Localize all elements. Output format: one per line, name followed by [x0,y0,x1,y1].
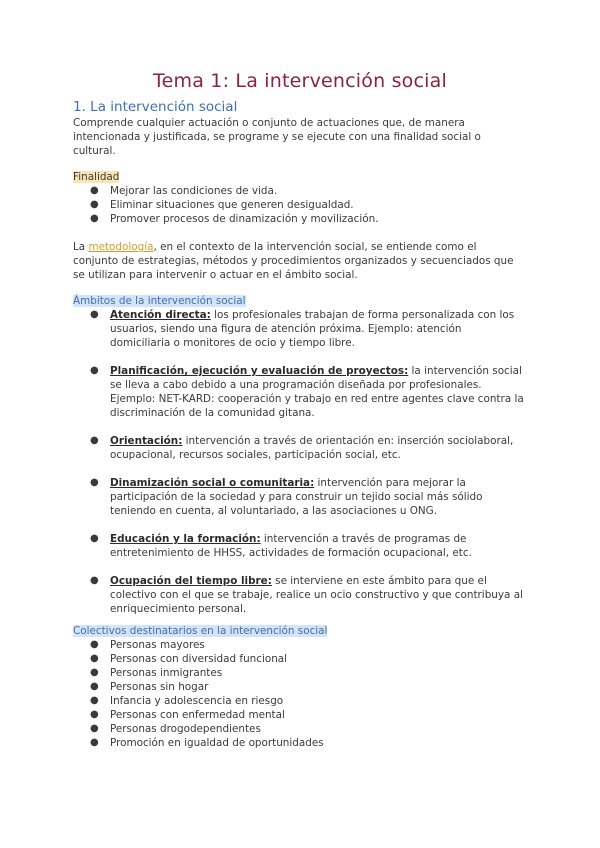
bullet-icon: ● [90,653,99,664]
list-item: ● Personas mayores [90,639,205,651]
list-item: ● Planificación, ejecución y evaluación de proyectos: la intervención social se lleva a cabo debido a una programación diseñada por profesionales. Ejemplo: NET-KARD: cooperación y trabajo en red entre agentes clave contra la discriminación de la comunidad gitana. [90,365,524,419]
bullet-icon: ● [90,681,99,692]
ambitos-label: Ámbitos de la intervención social [73,295,246,307]
list-item: ● Personas drogodependientes [90,723,261,735]
metodologia-paragraph: La metodología, en el contexto de la intervención social, se entiende como el conjunto de estrategias, métodos y procedimientos organizados y secuenciados que se utilizan para intervenir o actuar en el ámbito social. [73,241,514,281]
list-item: ● Dinamización social o comunitaria: intervención para mejorar la participación de la sociedad y para construir un tejido social más sólido teniendo en cuenta, al voluntariado, a las asociaciones u ONG. [90,477,483,517]
bullet-icon: ● [90,695,99,706]
ambitos-list [90,308,524,630]
list-item: ● Ocupación del tiempo libre: se interviene en este ámbito para que el colectivo con el que se trabaje, realice un ocio constructivo y que contribuya al enriquecimiento personal. [90,575,523,615]
list-item: ● Eliminar situaciones que generen desigualdad. [90,199,354,211]
list-item: ● Personas con diversidad funcional [90,653,288,665]
list-item: ● Promover procesos de dinamización y movilización. [90,213,379,225]
section-heading: 1. La intervención social [73,99,238,115]
bullet-icon: ● [90,477,99,488]
bullet-icon: ● [90,709,99,720]
bullet-icon: ● [90,309,99,320]
bullet-icon: ● [90,533,99,544]
metodologia-link: metodología [88,241,154,253]
bullet-icon: ● [90,639,99,650]
finalidad-label: Finalidad [73,171,120,183]
bullet-icon: ● [90,435,99,446]
bullet-icon: ● [90,199,99,210]
finalidad-list [90,184,530,226]
list-item: ● Atención directa: los profesionales trabajan de forma personalizada con los usuarios, siendo una figura de atención próxima. Ejemplo: atención domiciliaria o monitores de ocio y tiempo libre. [90,309,515,349]
list-item: ● Promoción en igualdad de oportunidades [90,737,324,749]
bullet-icon: ● [90,213,99,224]
list-item: ● Personas con enfermedad mental [90,709,285,721]
list-item: ● Educación y la formación: intervención a través de programas de entretenimiento de HHSS, actividades de formación ocupacional, etc. [90,533,472,559]
bullet-icon: ● [90,667,99,678]
intro-paragraph: Comprende cualquier actuación o conjunto de actuaciones que, de manera intencionada y justificada, se programe y se ejecute con una finalidad social o cultural. [73,117,481,157]
list-item: ● Personas inmigrantes [90,667,223,679]
bullet-icon: ● [90,365,99,376]
bullet-icon: ● [90,575,99,586]
colectivos-list [90,638,530,750]
page-title: Tema 1: La intervención social [153,70,447,92]
bullet-icon: ● [90,723,99,734]
list-item: ● Orientación: intervención a través de orientación en: inserción sociolaboral, ocupacional, recursos sociales, participación social, etc. [90,435,514,461]
list-item: ● Personas sin hogar [90,681,209,693]
colectivos-label: Colectivos destinatarios en la intervención social [73,625,328,637]
bullet-icon: ● [90,737,99,748]
list-item: ● Infancia y adolescencia en riesgo [90,695,284,707]
list-item: ● Mejorar las condiciones de vida. [90,185,278,197]
bullet-icon: ● [90,185,99,196]
